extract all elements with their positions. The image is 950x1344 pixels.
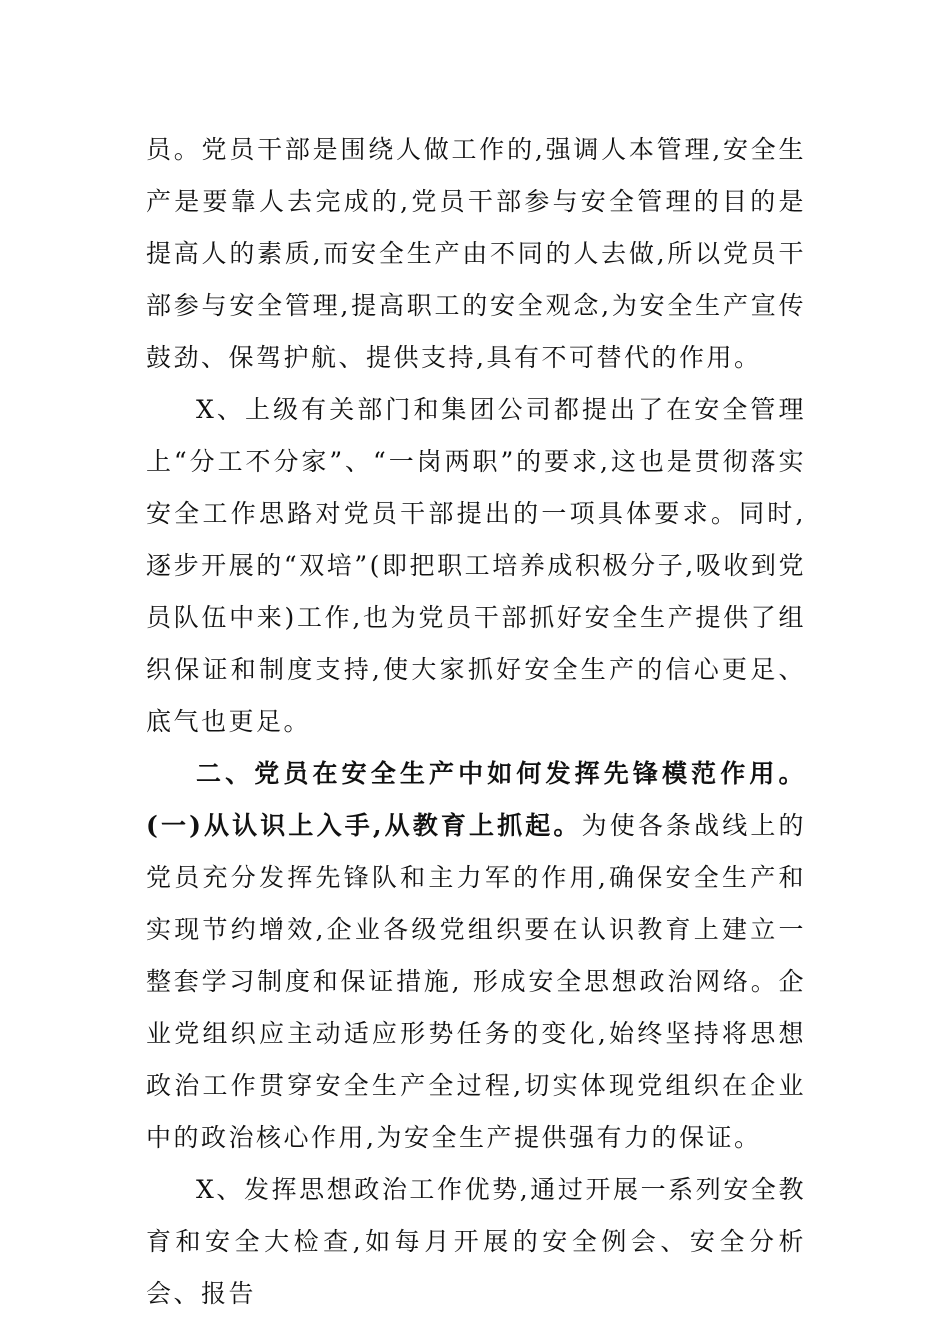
section-heading: 二、党员在安全生产中如何发挥先锋模范作用。(一)从认识上入手,从教育上抓起。	[146, 759, 806, 840]
paragraph-continuation: 员。党员干部是围绕人做工作的,强调人本管理,安全生产是要靠人去完成的,党员干部参与安全管理的目的是提高人的素质,而安全生产由不同的人去做,所以党员干部参与安全管理,提高职工的安全观念,为安全生产宣传鼓劲、保驾护航、提供支持,具有不可替代的作用。	[146, 135, 806, 372]
paragraph-responsibility: X、上级有关部门和集团公司都提出了在安全管理上“分工不分家”、“一岗两职”的要求,这也是贯彻落实安全工作思路对党员干部提出的一项具体要求。同时,逐步开展的“双培”(即把职工培养成积极分子,吸收到党员队伍中来)工作,也为党员干部抓好安全生产提供了组织保证和制度支持,使大家抓好安全生产的信心更足、底气也更足。	[146, 395, 806, 736]
paragraph-education: X、发挥思想政治工作优势,通过开展一系列安全教育和安全大检查,如每月开展的安全例会、安全分析会、报告	[146, 1175, 806, 1308]
section-body: 为使各条战线上的党员充分发挥先锋队和主力军的作用,确保安全生产和实现节约增效,企业各级党组织要在认识教育上建立一整套学习制度和保证措施, 形成安全思想政治网络。企业党组织应主动适应形势任务的变化,始终坚持将思想政治工作贯穿安全生产全过程,切实体现党组织在企业中的政治核心作用,为安全生产提供强有力的保证。	[146, 811, 806, 1152]
paragraph-section-two	[146, 748, 806, 1164]
document-body	[146, 124, 806, 1320]
